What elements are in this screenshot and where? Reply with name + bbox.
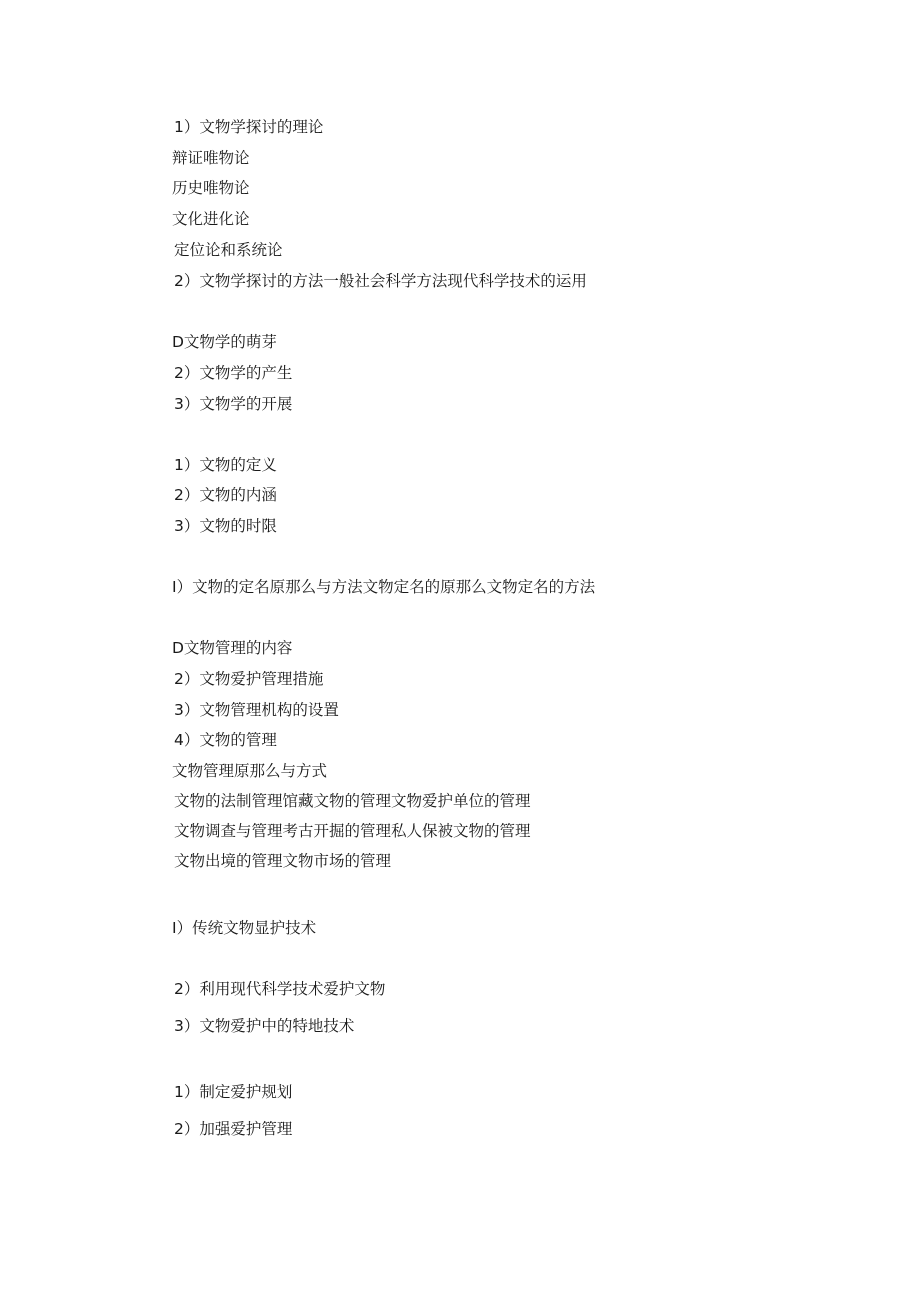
- text-line: I）文物的定名原那么与方法文物定名的原那么文物定名的方法: [172, 578, 596, 596]
- text-line: 历史唯物论: [172, 179, 250, 197]
- text-line: 文物管理原那么与方式: [172, 762, 328, 780]
- text-line: D文物学的萌芽: [172, 333, 277, 351]
- text-line: 2）加强爱护管理: [174, 1120, 293, 1138]
- text-line: 4）文物的管理: [174, 731, 277, 749]
- text-line: 文化进化论: [172, 210, 250, 228]
- text-line: 2）利用现代科学技术爱护文物: [174, 980, 386, 998]
- text-line: D文物管理的内容: [172, 639, 293, 657]
- text-line: 文物调查与管理考古开掘的管理私人保被文物的管理: [174, 822, 531, 840]
- text-line: 文物出境的管理文物市场的管理: [174, 852, 392, 870]
- text-line: 3）文物的时限: [174, 517, 277, 535]
- text-line: 2）文物的内涵: [174, 486, 277, 504]
- text-line: 定位论和系统论: [174, 241, 283, 259]
- text-line: 2）文物学的产生: [174, 364, 293, 382]
- text-line: 3）文物爱护中的特地技术: [174, 1017, 355, 1035]
- text-line: 3）文物管理机构的设置: [174, 701, 339, 719]
- text-line: 1）文物的定义: [174, 456, 277, 474]
- text-line: 3）文物学的开展: [174, 395, 293, 413]
- text-line: 1）文物学探讨的理论: [174, 118, 324, 136]
- text-line: 2）文物学探讨的方法一般社会科学方法现代科学技术的运用: [174, 272, 587, 290]
- text-line: 2）文物爱护管理措施: [174, 670, 324, 688]
- text-line: I）传统文物显护技术: [172, 919, 317, 937]
- text-line: 辩证唯物论: [172, 149, 250, 167]
- text-line: 文物的法制管理馆藏文物的管理文物爱护单位的管理: [174, 792, 531, 810]
- text-line: 1）制定爱护规划: [174, 1083, 293, 1101]
